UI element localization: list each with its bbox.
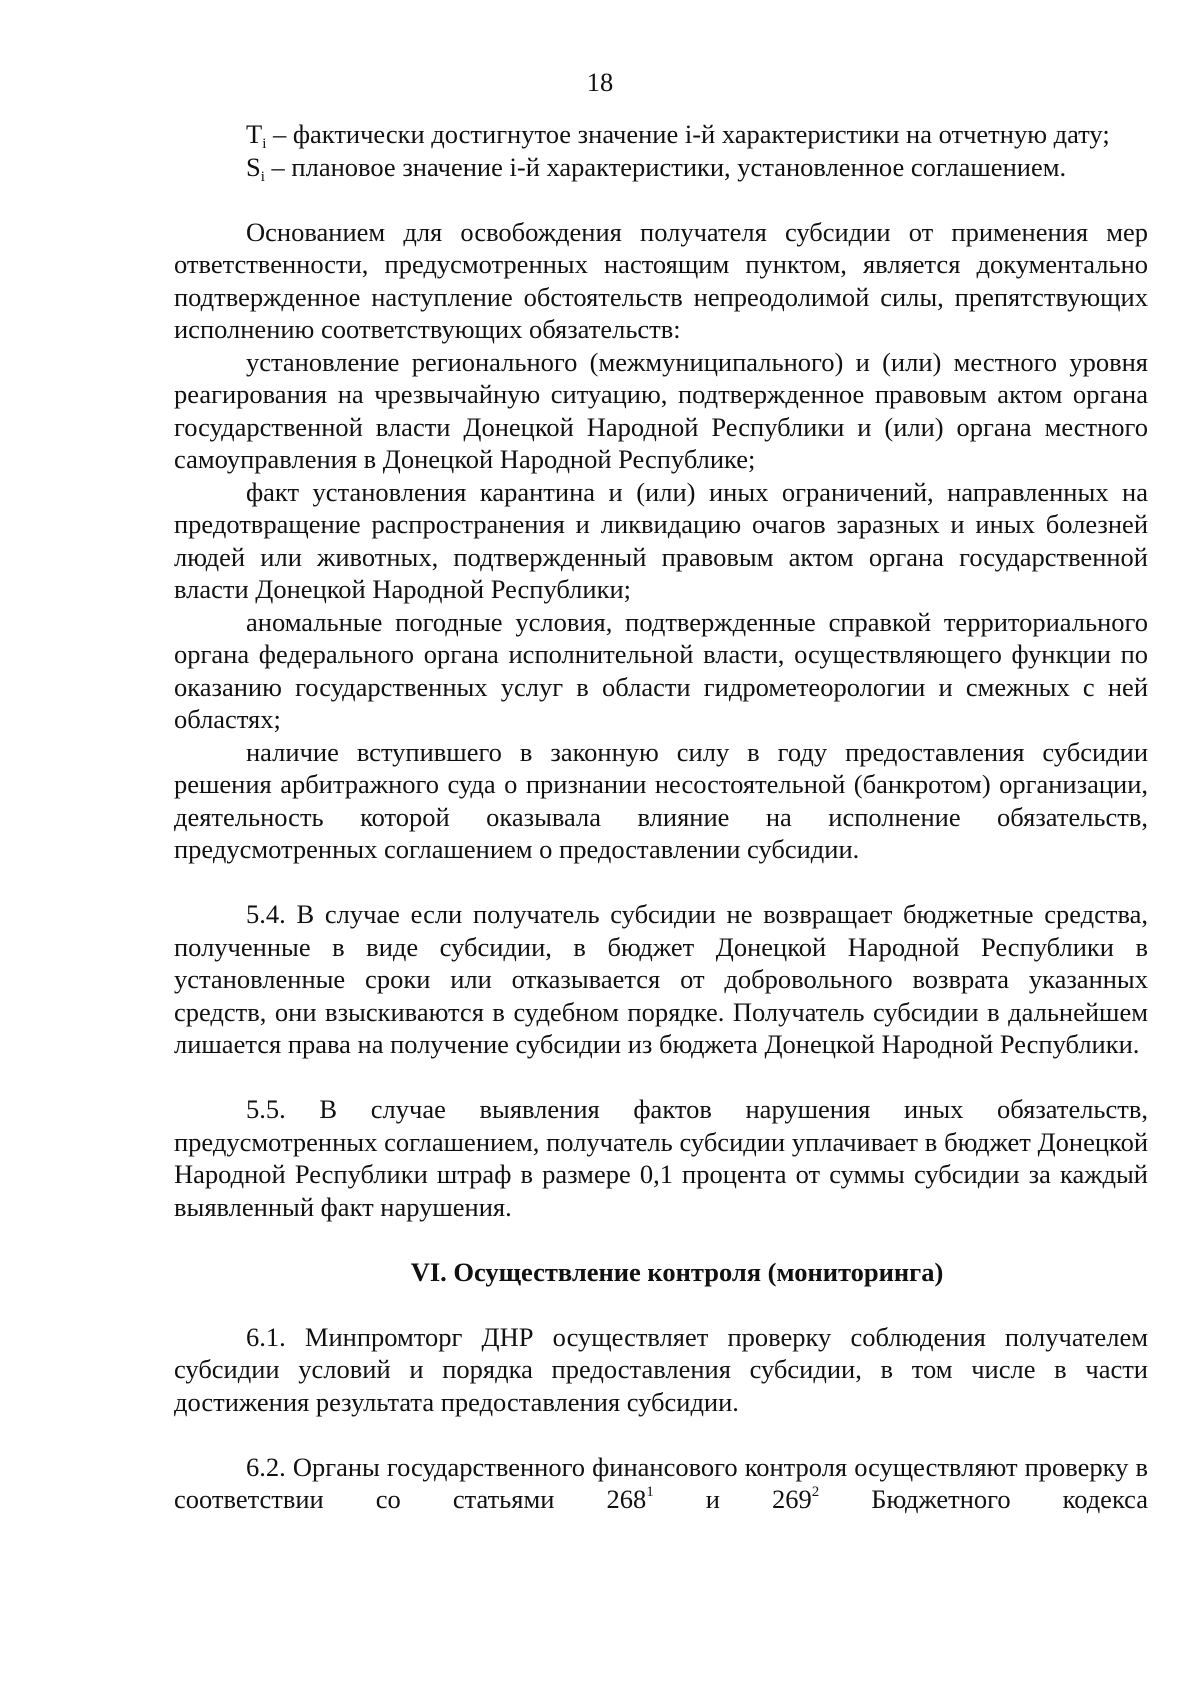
paragraph-6-2-part-b: и 269 — [653, 1484, 812, 1514]
section-heading: VI. Осуществление контроля (мониторинга) — [410, 1256, 944, 1287]
index-i-s: i — [260, 168, 265, 185]
dash-t: – — [266, 119, 293, 149]
paragraph-emergency: установление регионального (межмуниципального) и (или) местного уровня реагирования на чрезвычайную ситуацию, подтвержденное правовым актом органа государственной власти Донецкой Народной Республики и (или) органа местного самоуправления в Донецкой Народной Республике; — [174, 346, 1148, 474]
definition-si-text: плановое значение i-й характеристики, установленное соглашением. — [291, 151, 1067, 182]
symbol-t: T — [246, 119, 263, 149]
superscript-1: 1 — [646, 1484, 654, 1500]
paragraph-6-2-part-a: 6.2. Органы государственного финансового контроля осуществляют проверку в соответствии со статьями 268 — [174, 1451, 1148, 1514]
superscript-2: 2 — [811, 1484, 820, 1500]
page-number: 18 — [586, 67, 614, 97]
dash-s: – — [264, 151, 292, 182]
document-body — [174, 118, 1148, 1516]
paragraph-quarantine: факт установления карантина и (или) иных ограничений, направленных на предотвращение распространения и ликвидацию очагов заразных и иных болезней людей или животных, подтвержденный правовым актом органа государственной власти Донецкой Народной Республики; — [174, 476, 1148, 604]
index-i-t: i — [262, 136, 267, 152]
paragraph-5-5: 5.5. В случае выявления фактов нарушения иных обязательств, предусмотренных соглашением, получатель субсидии уплачивает в бюджет Донецкой Народной Республики штраф в размере 0,1 процента от суммы субсидии за каждый выявленный факт нарушения. — [174, 1094, 1148, 1222]
definition-si — [174, 151, 1148, 184]
paragraph-6-2 — [174, 1451, 1148, 1516]
paragraph-force-majeure: Основанием для освобождения получателя субсидии от применения мер ответственности, предусмотренных настоящим пунктом, является документально подтвержденное наступление обстоятельств непреодолимой силы, препятствующих исполнению соответствующих обязательств: — [174, 216, 1148, 344]
paragraph-6-1: 6.1. Минпромторг ДНР осуществляет проверку соблюдения получателем субсидии условий и порядка предоставления субсидии, в том числе в части достижения результата предоставления субсидии. — [174, 1321, 1148, 1417]
paragraph-bankruptcy: наличие вступившего в законную силу в году предоставления субсидии решения арбитражного суда о признании несостоятельной (банкротом) организации, деятельность которой оказывала влияние на исполнение обязательств, предусмотренных соглашением о предоставлении субсидии. — [174, 736, 1148, 864]
symbol-s: S — [246, 151, 261, 182]
paragraph-5-4: 5.4. В случае если получатель субсидии не возвращает бюджетные средства, полученные в виде субсидии, в бюджет Донецкой Народной Республики в установленные сроки или отказывается от добровольного возврата указанных средств, они взыскиваются в судебном порядке. Получатель субсидии в дальнейшем лишается права на получение субсидии из бюджета Донецкой Народной Республики. — [174, 899, 1148, 1059]
paragraph-weather: аномальные погодные условия, подтвержденные справкой территориального органа федерального органа исполнительной власти, осуществляющего функции по оказанию государственных услуг в области гидрометеорологии и смежных с ней областях; — [174, 606, 1148, 734]
paragraph-6-2-part-c: Бюджетного кодекса — [819, 1484, 1149, 1514]
definition-ti-text: фактически достигнутое значение i-й характеристики на отчетную дату; — [292, 119, 1110, 149]
definition-ti — [174, 118, 1148, 151]
